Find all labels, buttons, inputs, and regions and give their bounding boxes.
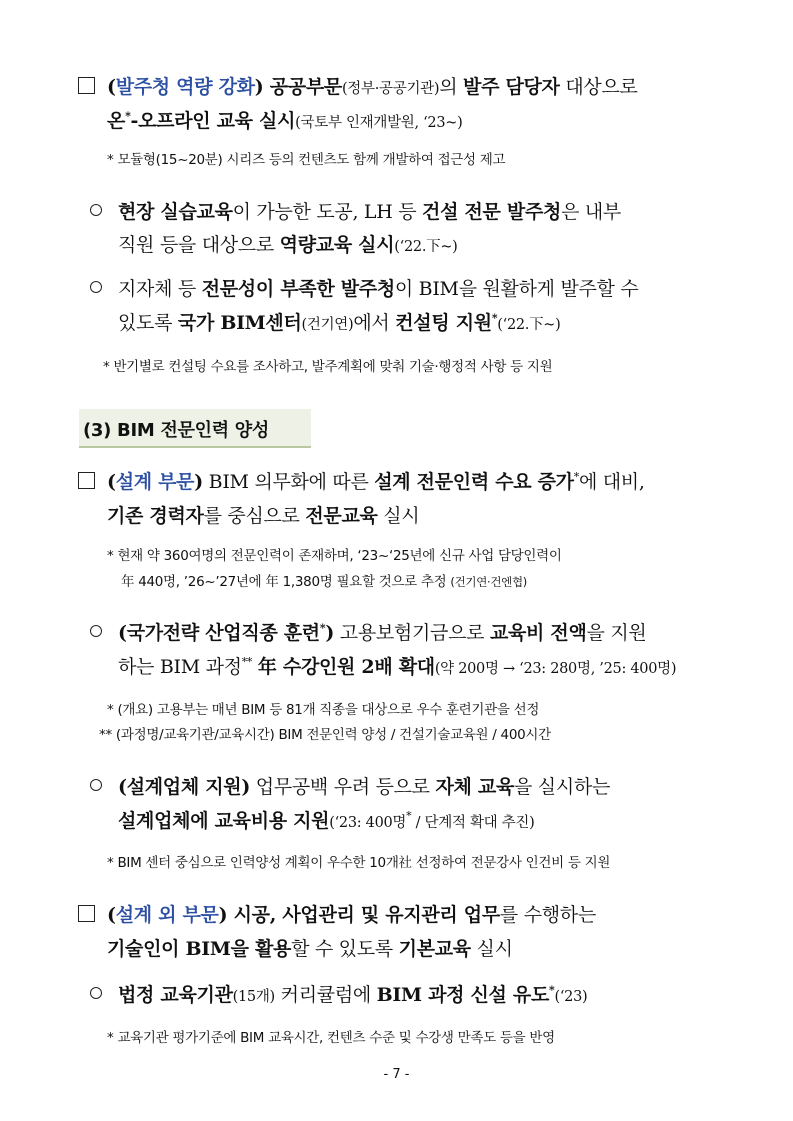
item-2-line-1: 현장 실습교육이 가능한 도공, LH 등 건설 전문 발주청은 내부: [90, 195, 793, 229]
item-1-note: * 모듈형(15~20분) 시리즈 등의 컨텐츠도 함께 개발하여 접근성 제고: [107, 152, 506, 168]
section-title: (3) BIM 전문인력 양성: [83, 420, 269, 441]
checkbox-square-icon: [78, 77, 95, 94]
bullet-circle-icon: [90, 281, 102, 293]
item-4-line-1: (설계 부문) BIM 의무화에 따른 설계 전문인력 수요 증가*에 대비,: [78, 465, 793, 499]
item-4-note-1: * 현재 약 360여명의 전문인력이 존재하며, ‘23~‘25년에 신규 사업 담당인력이: [107, 548, 562, 564]
item-2-line-2: 직원 등을 대상으로 역량교육 실시(‘22.下~): [118, 234, 458, 256]
category-label: 설계 외 부문: [115, 904, 219, 926]
item-8-line-1: 법정 교육기관(15개) 커리큘럼에 BIM 과정 신설 유도*(‘23): [90, 978, 793, 1014]
item-5-note-2: ** (과정명/교육기관/교육시간) BIM 전문인력 양성 / 건설기술교육원 / 400시간: [99, 727, 551, 743]
item-7-line-2: 기술인이 BIM을 활용할 수 있도록 기본교육 실시: [107, 938, 513, 960]
section-heading: [79, 409, 311, 448]
item-6-line-1: (설계업체 지원) 업무공백 우려 등으로 자체 교육을 실시하는: [90, 770, 793, 804]
item-1-line-1: (발주청 역량 강화) 공공부문(정부·공공기관)의 발주 담당자 대상으로: [78, 70, 793, 106]
item-6-note: * BIM 센터 중심으로 인력양성 계획이 우수한 10개社 선정하여 전문강사 인건비 등 지원: [107, 855, 611, 871]
item-3-line-2: 있도록 국가 BIM센터(건기연)에서 컨설팅 지원*(‘22.下~): [118, 311, 561, 334]
item-8-note: * 교육기관 평가기준에 BIM 교육시간, 컨텐츠 수준 및 수강생 만족도 등을 반영: [107, 1030, 555, 1046]
item-3-note: * 반기별로 컨설팅 수요를 조사하고, 발주계획에 맞춰 기술·행정적 사항 등 지원: [103, 359, 553, 375]
item-4-note-2: 年 440명, ’26~’27년에 年 1,380명 필요할 것으로 추정 (건기연·건엔협): [121, 574, 527, 590]
item-5-line-1: (국가전략 산업직종 훈련*) 고용보험기금으로 교육비 전액을 지원: [90, 616, 793, 650]
bullet-circle-icon: [90, 204, 102, 216]
item-7-line-1: (설계 외 부문) 시공, 사업관리 및 유지관리 업무를 수행하는: [78, 898, 793, 932]
category-label: 설계 부문: [115, 471, 195, 493]
bullet-circle-icon: [90, 779, 102, 791]
item-6-line-2: 설계업체에 교육비용 지원(‘23: 400명* / 단계적 확대 추진): [118, 809, 535, 832]
category-label: 발주청 역량 강화: [115, 76, 255, 98]
item-5-line-2: 하는 BIM 과정** 年 수강인원 2배 확대(약 200명 → ‘23: 280명, ’25: 400명): [118, 655, 677, 678]
checkbox-square-icon: [78, 905, 95, 922]
bullet-circle-icon: [90, 625, 102, 637]
item-4-line-2: 기존 경력자를 중심으로 전문교육 실시: [107, 505, 420, 527]
page-number: - 7 -: [383, 1067, 410, 1082]
item-5-note-1: * (개요) 고용부는 매년 BIM 등 81개 직종을 대상으로 우수 훈련기관을 선정: [107, 702, 540, 718]
item-3-line-1: 지자체 등 전문성이 부족한 발주청이 BIM을 원활하게 발주할 수: [90, 272, 793, 306]
item-1-line-2: 온*-오프라인 교육 실시(국토부 인재개발원, ‘23~): [107, 109, 463, 132]
bullet-circle-icon: [90, 987, 102, 999]
checkbox-square-icon: [78, 472, 95, 489]
